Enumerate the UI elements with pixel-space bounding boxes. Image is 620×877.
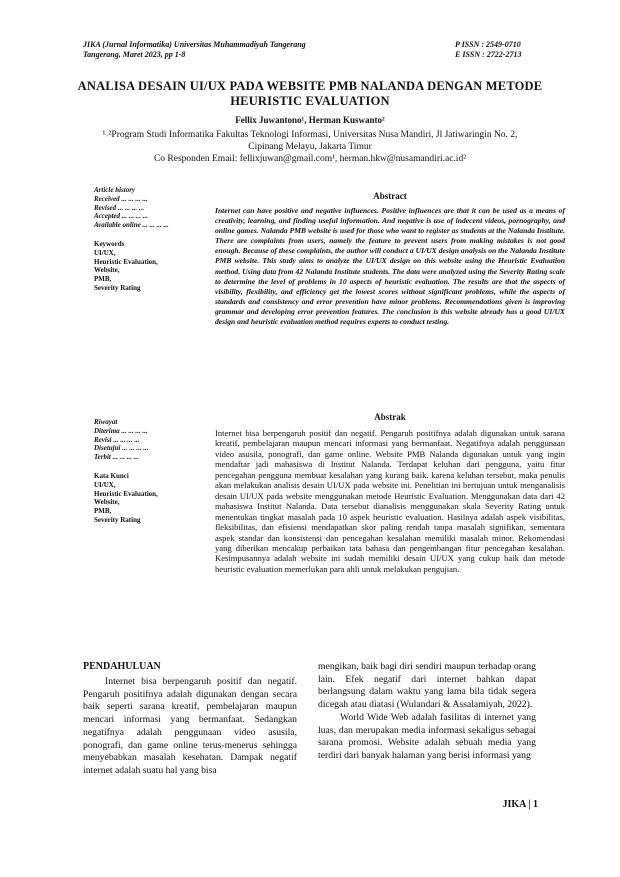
affiliation-line2: Cipinang Melayu, Jakarta Timur: [248, 142, 372, 152]
abstract-id-title: Abstrak: [374, 412, 406, 422]
paragraph: mengikan, baik bagi diri sendiri maupun terhadap orang lain. Efek negatif dari internet bahkan dapat berlangsung dalam waktu yang lama bila tidak segera dicegah atau diatasi (Wulandari & Assalamiyah, 2022).: [318, 661, 536, 711]
keyword: PMB,: [94, 507, 112, 516]
affiliation-line1: ¹˒²Program Studi Informatika Fakultas Teknologi Informasi, Universitas Nusa Mandiri, Jl Jatiwaringin No. 2,: [102, 130, 518, 140]
keywords-title: Kata Kunci: [94, 471, 129, 480]
authors: Fellix Juwantono¹, Herman Kuswanto²: [235, 115, 385, 125]
paragraph: Internet bisa berpengaruh positif dan negatif. Pengaruh positifnya adalah digunakan dengan secara baik seperti sarana kreatif, pembelajaran maupun mencari informasi yang bermanfaat. Sedangkan negatifnya adalah penggunaan video asusila, ponografi, dan game online terus-menerus sehingga menyebabkan masalah kesehatan. Dampak negatif internet adalah suatu hal yang bisa: [83, 676, 297, 776]
article-history-en: [94, 186, 204, 293]
accepted-date: Disetujui ... ... ... ...: [94, 444, 149, 453]
revised-date: Revised ... ... ... ...: [94, 203, 145, 212]
keyword: Website,: [94, 266, 120, 275]
keyword: Severity Rating: [94, 515, 141, 524]
history-title: Article history: [94, 186, 136, 194]
revised-date: Revisi ... ... ... ...: [94, 435, 140, 444]
paper-title-line2: HEURISTIC EVALUATION: [230, 94, 390, 108]
journal-issue: Tangerang, Maret 2023, pp 1-8: [83, 50, 186, 59]
intro-right-column: [318, 661, 536, 763]
paper-title: [60, 79, 560, 109]
keyword: UI/UX,: [94, 248, 116, 257]
received-date: Received ... ... ... ...: [94, 194, 148, 203]
correspondence-email: Co Responden Email: fellixjuwan@gmail.com¹, herman.hkw@nusamandiri.ac.id²: [153, 154, 467, 164]
keyword: Heuristic Evaluation,: [94, 257, 158, 266]
keyword: UI/UX,: [94, 480, 116, 489]
print-issn: P ISSN : 2549-0710: [455, 40, 521, 49]
accepted-date: Accepted ... ... ... ...: [94, 212, 149, 221]
received-date: Diterima ... ... ... ...: [94, 426, 148, 435]
journal-name: JIKA (Jurnal Informatika) Universitas Muhammadiyah Tangerang: [83, 40, 306, 49]
keyword: PMB,: [94, 275, 112, 284]
history-title: Riwayat: [94, 418, 118, 426]
page-number: JIKA | 1: [502, 799, 538, 810]
keyword: Heuristic Evaluation,: [94, 489, 158, 498]
keyword: Severity Rating: [94, 283, 141, 292]
available-date: Available online ... ... ... ...: [94, 221, 169, 230]
intro-left-column: [83, 676, 297, 778]
affiliation: [70, 129, 550, 165]
article-history-id: [94, 418, 204, 525]
abstract-en-title: Abstract: [373, 191, 407, 201]
paper-title-line1: ANALISA DESAIN UI/UX PADA WEBSITE PMB NALANDA DENGAN METODE: [77, 79, 543, 93]
electronic-issn: E ISSN : 2722-2713: [455, 50, 522, 59]
abstract-en: Internet can have positive and negative influences. Positive influences are that it can be used as a means of creativity, learning, and finding useful information. And negative is use of indecent videos, pornography, and online games. Nalanda PMB website is used for those who want to register as students at the Nalanda Institute. There are complaints from users, namely the feature to prevent users from making mistakes is not good enough. Because of these complaints, the author will conduct a UI/UX design analysis on the Nalanda Institute PMB website. This study aims to analyze the UI/UX design on this website using the Heuristic Evaluation method. Using data from 42 Nalanda Institute students. The data were analyzed using the Severity Rating scale to determine the level of problems in 10 aspects of heuristic evaluation. The results are that the aspects of visibility, flexibility, and efficiency get the lowest scores without significant problems, while the aspects of standards and consistency and error prevention have minor problems. Recommendations given is improving grammar and developing error prevention features. The conclusion is this website already has a good UI/UX design and heuristic evaluation method requires experts to conduct testing.: [215, 206, 565, 327]
keywords-title: Keywords: [94, 239, 125, 248]
available-date: Terbit ... ... ... ...: [94, 453, 139, 462]
abstract-id: Internet bisa berpengaruh positif dan negatif. Pengaruh positifnya adalah digunakan untuk sarana kreatif, pembelajaran maupun mencari informasi yang bermanfaat. Negatifnya adalah penggunaan video asusila, ponografi, dan game online. Website PMB Nalanda digunakan untuk yang ingin mendaftar jadi mahasiswa di Institut Nalanda. Terdapat keluhan dari pengguna, yaitu fitur pencegahan pengguna membuat kesalahan yang kurang baik. karena keluhan tersebut, maka penulis akan melakukan analisis desain UI/UX pada website ini. Penelitian ini bertujuan untuk menganalisis desain UI/UX pada website menggunakan metode Heuristic Evaluation. Menggunakan data dari 42 mahasiswa Institut Nalanda. Data tersebut dianalisis menggunakan skala Severity Rating untuk menentukan tingkat masalah pada 10 aspek heuristic evaluation. Hasilnya adalah aspek visibilitas, fleksibilitas, dan efisiensi mendapatkan skor paling rendah tanpa masalah signifikan, sementara aspek standar dan konsistensi dan pencegahan kesalahan memiliki masalah minor. Rekomendasi yang diberikan mencakup perbaikan tata bahasa dan pengembangan fitur pencegahan kesalahan. Kesimpusannya adalah website ini sudah memiliki desain UI/UX yang cukup baik dan metode heuristic evaluation memerlukan para ahli untuk melakukan pengujian.: [215, 428, 565, 574]
keyword: Website,: [94, 498, 120, 507]
paragraph: World Wide Web adalah fasilitas di internet yang luas, dan merupakan media informasi sekaligus sebagai sarana promosi. Website adalah sebuah media yang terdiri dari banyak halaman yang berisi informasi yang: [318, 711, 536, 761]
section-heading: PENDAHULUAN: [83, 661, 161, 672]
